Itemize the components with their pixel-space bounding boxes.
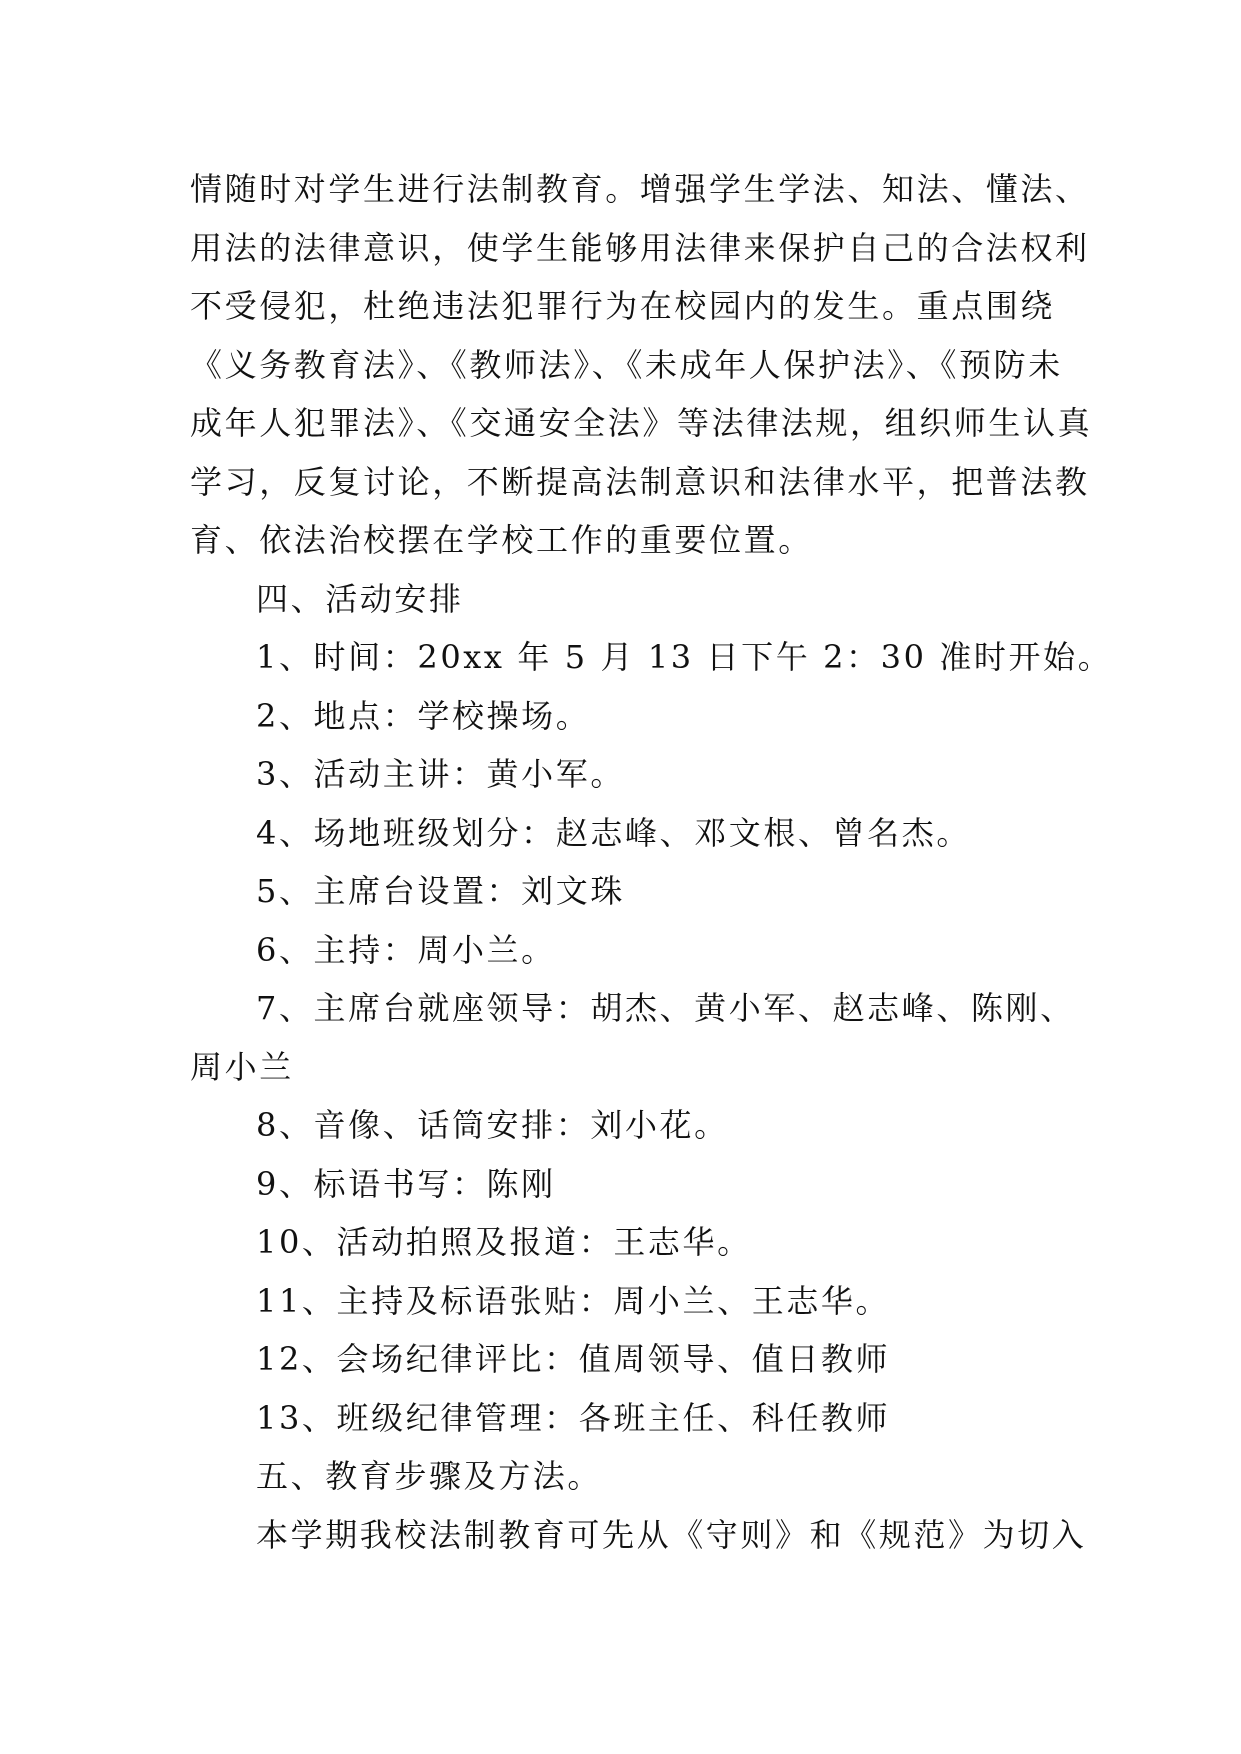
text-line: 五、教育步骤及方法。 (256, 1457, 603, 1495)
text-line: 2、地点：学校操场。 (256, 696, 591, 735)
text-line: 周小兰 (190, 1047, 294, 1086)
text-line: 成年人犯罪法》、《交通安全法》等法律法规，组织师生认真 (190, 404, 1093, 442)
text-line: 7、主席台就座领导：胡杰、黄小军、赵志峰、陈刚、 (256, 989, 1075, 1027)
text-line: 3、活动主讲：黄小军。 (256, 755, 625, 793)
text-line: 四、活动安排 (256, 579, 464, 618)
text-line: 本学期我校法制教育可先从《守则》和《规范》为切入 (256, 1515, 1087, 1554)
text-line: 13、班级纪律管理：各班主任、科任教师 (256, 1398, 891, 1437)
document-body (190, 160, 1113, 1564)
text-line: 9、标语书写：陈刚 (256, 1164, 556, 1203)
text-line: 4、场地班级划分：赵志峰、邓文根、曾名杰。 (256, 813, 971, 852)
text-line: 育、依法治校摆在学校工作的重要位置。 (190, 521, 813, 559)
text-line: 学习，反复讨论，不断提高法制意识和法律水平，把普法教 (190, 462, 1090, 501)
text-line: 8、音像、话筒安排：刘小花。 (256, 1106, 729, 1144)
text-line: 用法的法律意识，使学生能够用法律来保护自己的合法权利 (190, 228, 1090, 267)
text-line: 《义务教育法》、《教师法》、《未成年人保护法》、《预防未 (190, 345, 1063, 384)
text-line: 10、活动拍照及报道：王志华。 (256, 1223, 752, 1261)
text-line: 情随时对学生进行法制教育。增强学生学法、知法、懂法、 (190, 170, 1090, 208)
text-line: 不受侵犯，杜绝违法犯罪行为在校园内的发生。重点围绕 (190, 287, 1056, 325)
text-line: 5、主席台设置：刘文珠 (256, 872, 625, 910)
text-line: 12、会场纪律评比：值周领导、值日教师 (256, 1340, 891, 1378)
text-line: 6、主持：周小兰。 (256, 930, 556, 969)
text-line: 1、时间：20xx 年 5 月 13 日下午 2：30 准时开始。 (256, 638, 1113, 676)
text-line: 11、主持及标语张贴：周小兰、王志华。 (256, 1281, 891, 1320)
